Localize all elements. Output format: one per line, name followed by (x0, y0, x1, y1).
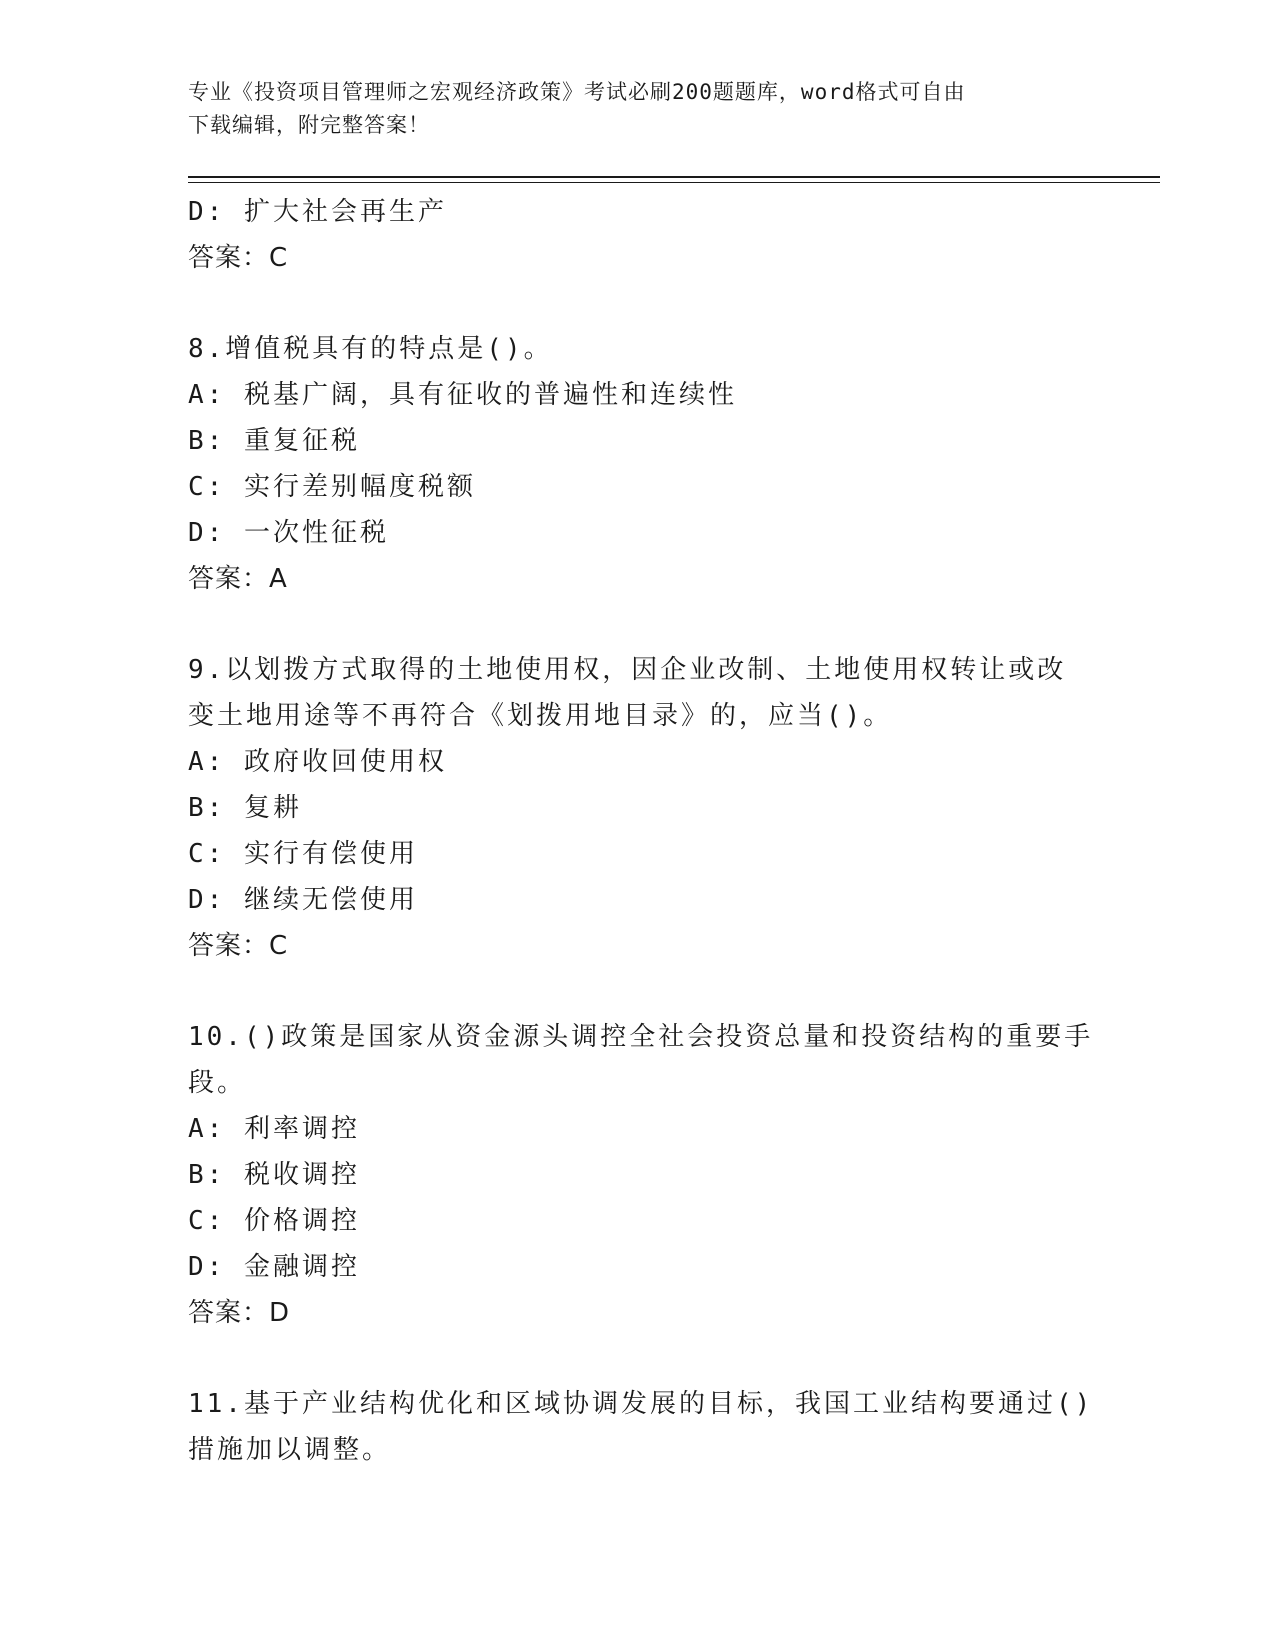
option-a: A: 利率调控 (188, 1114, 360, 1144)
header-line-2: 下载编辑，附完整答案！ (188, 113, 430, 137)
option-b: B: 重复征税 (188, 426, 360, 456)
option-c: C: 价格调控 (188, 1206, 360, 1236)
option-d: D: 继续无偿使用 (188, 885, 418, 915)
question-stem-continued: 段。 (188, 1068, 247, 1098)
option-a: A: 政府收回使用权 (188, 747, 447, 777)
question-stem-continued: 措施加以调整。 (188, 1435, 392, 1465)
option-c: C: 实行差别幅度税额 (188, 472, 476, 502)
question-10 (188, 1014, 1094, 1336)
header-divider-thin (188, 182, 1160, 183)
option-d: D: 一次性征税 (188, 518, 389, 548)
option-b: B: 税收调控 (188, 1160, 360, 1190)
question-stem: 10.()政策是国家从资金源头调控全社会投资总量和投资结构的重要手 (188, 1022, 1094, 1052)
document-header (188, 76, 1048, 142)
option-d: D: 扩大社会再生产 (188, 197, 447, 227)
question-11 (188, 1381, 1094, 1473)
question-8 (188, 326, 1088, 602)
answer-line: 答案：C (188, 243, 289, 273)
question-stem-continued: 变土地用途等不再符合《划拨用地目录》的，应当()。 (188, 701, 893, 731)
option-c: C: 实行有偿使用 (188, 839, 418, 869)
answer-line: 答案：D (188, 1298, 291, 1328)
answer-line: 答案：C (188, 931, 289, 961)
option-a: A: 税基广阔，具有征收的普遍性和连续性 (188, 380, 737, 410)
answer-line: 答案：A (188, 564, 288, 594)
question-list (188, 189, 1094, 1473)
question-stem: 9.以划拨方式取得的土地使用权，因企业改制、土地使用权转让或改 (188, 655, 1067, 685)
question-stem: 8.增值税具有的特点是()。 (188, 334, 553, 364)
header-divider-thick (188, 176, 1160, 178)
option-d: D: 金融调控 (188, 1252, 360, 1282)
question-stem: 11.基于产业结构优化和区域协调发展的目标，我国工业结构要通过() (188, 1389, 1094, 1419)
header-line-1: 专业《投资项目管理师之宏观经济政策》考试必刷200题题库，word格式可自由 (188, 80, 966, 104)
question-9 (188, 647, 1088, 969)
option-b: B: 复耕 (188, 793, 302, 823)
